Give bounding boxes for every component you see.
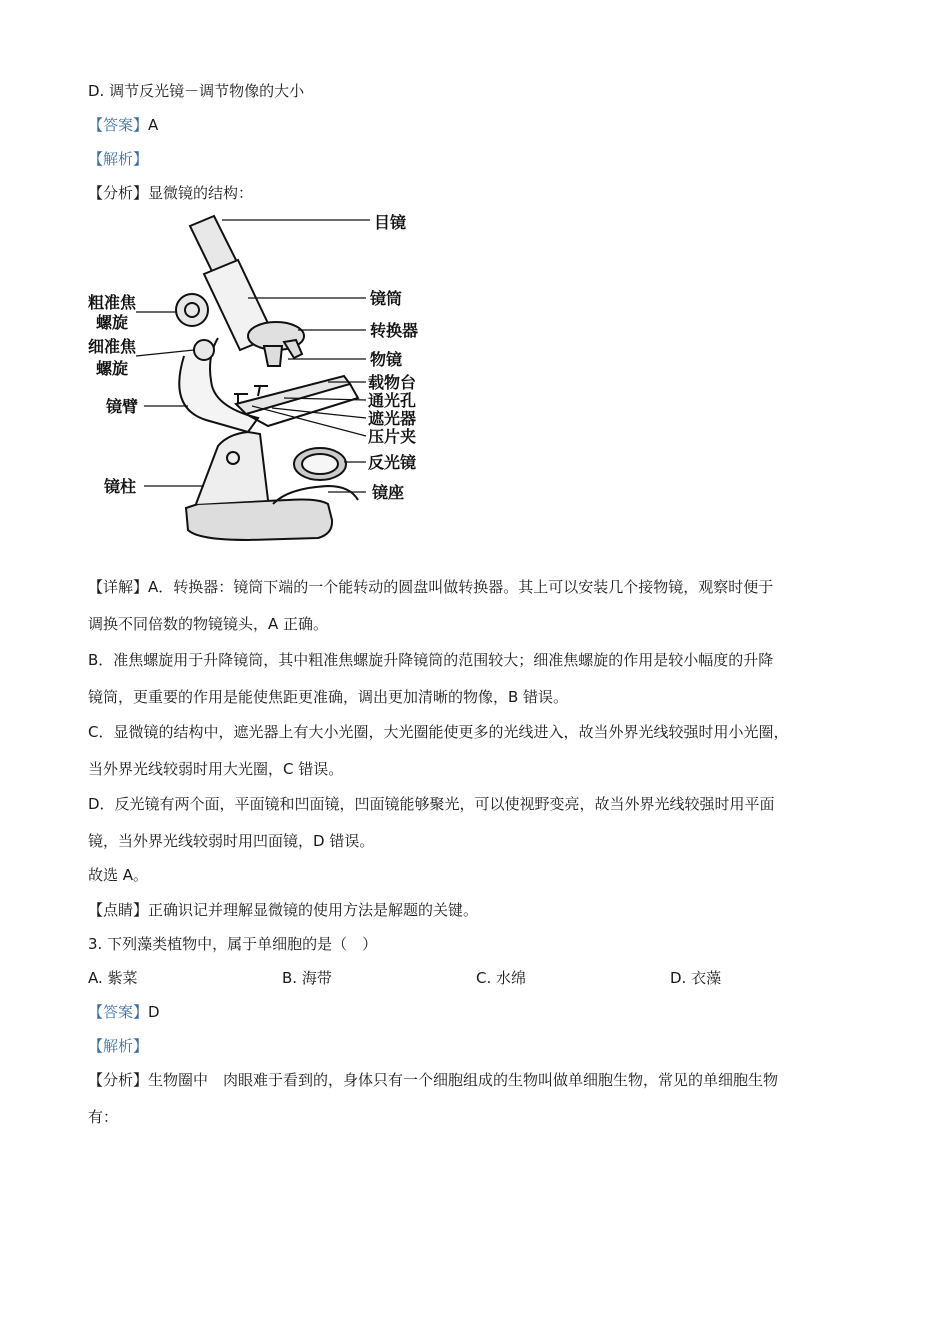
q2-analysis-tag: 【解析】 [88, 150, 149, 168]
q2-answer [88, 115, 158, 135]
label-clip: 压片夹 [368, 427, 417, 446]
q2-detail-2a: B．准焦螺旋用于升降镜筒，其中粗准焦螺旋升降镜筒的范围较大；细准焦螺旋的作用是较小幅度的升降 [88, 651, 774, 669]
q3-option-b: B. 海带 [282, 969, 332, 987]
q3-fenxi-b: 有： [88, 1108, 119, 1126]
q3-option-c: C. 水绵 [476, 969, 527, 987]
label-arm: 镜臂 [106, 397, 139, 416]
label-mirror: 反光镜 [368, 453, 417, 472]
answer-value: A [148, 116, 159, 134]
arm-shape [179, 338, 258, 432]
label-base: 镜座 [372, 483, 405, 502]
label-diaphragm: 遮光器 [368, 409, 417, 428]
q2-detail-1a: 【详解】A．转换器：镜筒下端的一个能转动的圆盘叫做转换器。其上可以安装几个接物镜，观察时便于 [88, 578, 774, 596]
q3-option-d: D. 衣藻 [670, 969, 722, 987]
leader-fine [136, 350, 194, 356]
q2-detail-4b: 镜，当外界光线较弱时用凹面镜，D 错误。 [88, 832, 375, 850]
fine-knob [194, 340, 214, 360]
q3-answer [88, 1002, 160, 1022]
q2-conclusion: 故选 A。 [88, 866, 149, 884]
label-objective: 物镜 [370, 350, 403, 369]
objective-1 [264, 346, 282, 366]
answer-tag: 【答案】 [88, 1003, 149, 1021]
label-tube: 镜筒 [370, 289, 403, 308]
q3-question: 3. 下列藻类植物中，属于单细胞的是（ ） [88, 935, 378, 953]
label-pillar: 镜柱 [104, 477, 137, 496]
q3-fenxi-a: 【分析】生物圈中 肉眼难于看到的，身体只有一个细胞组成的生物叫做单细胞生物，常见的单细胞生物 [88, 1071, 779, 1089]
q2-detail-3a: C．显微镜的结构中，遮光器上有大小光圈，大光圈能使更多的光线进入，故当外界光线较强时用小光圈， [88, 723, 789, 741]
leader-clip [252, 406, 366, 436]
coarse-knob [176, 294, 208, 326]
q2-detail-4a: D．反光镜有两个面，平面镜和凹面镜，凹面镜能够聚光，可以使视野变亮，故当外界光线较强时用平面 [88, 795, 775, 813]
q2-comment: 【点睛】正确识记并理解显微镜的使用方法是解题的关键。 [88, 901, 479, 919]
q2-detail-2b: 镜筒，更重要的作用是能使焦距更准确，调出更加清晰的物像，B 错误。 [88, 688, 569, 706]
q2-option-d: D. 调节反光镜－调节物像的大小 [88, 82, 305, 100]
mirror-inner [302, 454, 338, 474]
answer-value: D [148, 1003, 160, 1021]
label-nosepiece: 转换器 [370, 321, 419, 340]
label-coarse-2: 螺旋 [96, 313, 129, 332]
label-aperture: 通光孔 [368, 391, 417, 410]
label-eyepiece: 目镜 [374, 213, 407, 232]
q2-detail-3b: 当外界光线较弱时用大光圈，C 错误。 [88, 760, 344, 778]
label-stage: 载物台 [368, 373, 417, 392]
label-coarse-1: 粗准焦 [88, 293, 137, 312]
microscope-diagram [88, 208, 438, 548]
label-fine-1: 细准焦 [88, 337, 137, 356]
q2-fenxi: 【分析】显微镜的结构： [88, 184, 254, 202]
answer-tag: 【答案】 [88, 116, 149, 134]
base-shape [186, 500, 332, 541]
q3-option-a: A. 紫菜 [88, 969, 138, 987]
q2-detail-1b: 调换不同倍数的物镜镜头，A 正确。 [88, 615, 329, 633]
q3-analysis-tag: 【解析】 [88, 1037, 149, 1055]
pillar-shape [196, 432, 268, 504]
label-fine-2: 螺旋 [96, 359, 129, 378]
